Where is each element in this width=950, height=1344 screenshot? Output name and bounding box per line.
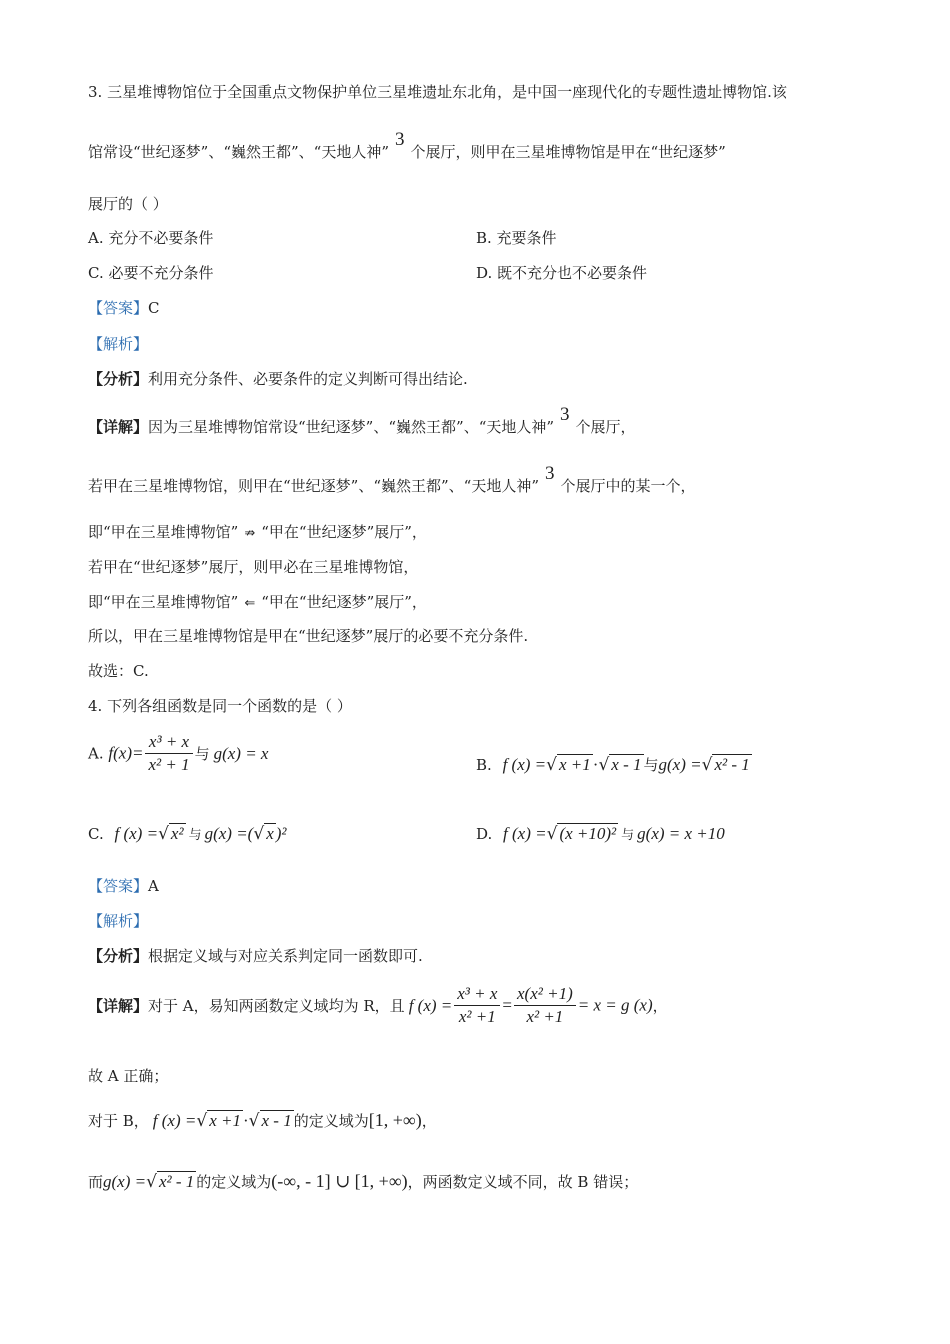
q4-stem: 4. 下列各组函数是同一个函数的是（ ） (88, 697, 352, 715)
q4-detail-4g: g(x) = (103, 1172, 147, 1191)
q4-a-lhs: f(x)= (108, 743, 144, 763)
sqrt-icon: √ (598, 755, 610, 775)
q3-stem-line2b: 个展厅，则甲在三星堆博物馆是甲在“世纪逐梦” (410, 143, 726, 161)
sqrt-icon: √ (158, 824, 169, 844)
q4-detail-3a: 对于 B， (88, 1112, 149, 1130)
q3-fenxi-text: 利用充分条件、必要条件的定义判断可得出结论. (148, 370, 468, 388)
q4-d-root1: (x +10)² (559, 824, 617, 843)
q4-b-f: f (x) = (502, 755, 547, 774)
q4-d-f: f (x) = (503, 824, 547, 843)
q3-answer-value: C (148, 299, 160, 317)
q4-c-root1: x² (170, 824, 184, 843)
sqrt-icon: √ (701, 755, 713, 775)
q3-detail-tag: 【详解】 (88, 418, 149, 436)
q4-detail-line3 (88, 1110, 437, 1131)
q4-detail-den1: x² +1 (458, 1007, 496, 1026)
q4-option-d (476, 824, 725, 846)
q4-detail-num1: x³ + x (454, 984, 500, 1006)
q4-detail-den2: x² +1 (526, 1007, 564, 1026)
q3-detail-3a: 即“甲在三星堆博物馆” (88, 523, 239, 541)
q4-d-g: g(x) = x +10 (637, 824, 725, 843)
q4-detail-4a: 而 (88, 1173, 104, 1191)
q4-detail-1f: f (x) = (408, 995, 453, 1015)
q4-c-g: g(x) =( (204, 824, 254, 843)
q4-fenxi-text: 根据定义域与对应关系判定同一函数即可. (148, 947, 423, 965)
q4-b-mid: 与 (643, 756, 659, 774)
q4-detail-fraction2 (514, 984, 576, 1027)
q3-detail-5a: 即“甲在三星堆博物馆” (88, 593, 239, 611)
q4-a-mid: 与 (194, 745, 210, 763)
q4-detail-4dom: (-∞, - 1] ∪ [1, +∞) (271, 1171, 408, 1191)
q4-c-end: )² (275, 824, 287, 843)
sqrt-icon: √ (546, 755, 557, 775)
q4-a-numerator: x³ + x (145, 732, 192, 754)
q4-a-fraction (145, 732, 192, 775)
q4-detail-3root1: x +1 (209, 1111, 241, 1130)
q4-a-rhs: g(x) = x (213, 743, 269, 763)
q3-detail-2a: 若甲在三星堆博物馆，则甲在“世纪逐梦”、“巍然王都”、“天地人神” (88, 477, 540, 495)
q3-fenxi (88, 369, 468, 389)
q4-a-label: A. (88, 744, 104, 763)
q4-b-dot: · (592, 755, 599, 774)
q3-detail-line6: 所以，甲在三星堆博物馆是甲在“世纪逐梦”展厅的必要不充分条件. (88, 627, 529, 645)
q4-option-a (88, 732, 268, 775)
q3-detail-line2 (88, 463, 696, 496)
q3-stem-line1: 3. 三星堆博物馆位于全国重点文物保护单位三星堆遗址东北角，是中国一座现代化的专题性遗址博物馆.该 (88, 83, 787, 101)
q4-c-mid: 与 (188, 828, 202, 843)
q3-detail-5b: “甲在“世纪逐梦”展厅”， (261, 593, 427, 611)
q3-stem-line3: 展厅的（ ） (88, 195, 168, 213)
q3-answer-tag: 【答案】 (88, 299, 149, 317)
q3-option-c: C. 必要不充分条件 (88, 264, 214, 282)
q3-detail-1b: 个展厅， (575, 418, 636, 436)
q4-jiexi-tag: 【解析】 (88, 912, 149, 930)
q4-detail-4b: 的定义域为 (196, 1173, 272, 1191)
q4-detail-line2: 故 A 正确； (88, 1067, 169, 1085)
q4-detail-3f: f (x) = (152, 1111, 197, 1130)
q4-fenxi (88, 946, 423, 966)
q3-fenxi-tag: 【分析】 (88, 370, 149, 388)
q3-answer (88, 298, 160, 318)
q3-detail-line7: 故选：C. (88, 662, 149, 680)
q4-detail-3dot: · (242, 1111, 249, 1130)
q3-detail-1num: 3 (560, 404, 570, 425)
q4-detail-3dom: [1, +∞) (368, 1110, 422, 1130)
sqrt-icon: √ (253, 824, 265, 844)
q4-b-root2: x - 1 (611, 755, 642, 774)
q3-detail-line1 (88, 404, 636, 437)
q4-detail-line4 (88, 1171, 638, 1192)
sqrt-icon: √ (196, 1111, 208, 1131)
q4-answer (88, 876, 159, 896)
q4-detail-3b: 的定义域为 (293, 1112, 369, 1130)
q4-b-root3: x² - 1 (714, 755, 750, 774)
implied-by-icon: ⇐ (244, 596, 256, 611)
q3-detail-line3 (88, 522, 427, 544)
q3-detail-2num: 3 (545, 463, 555, 484)
q3-stem-line2 (88, 129, 726, 162)
q4-option-b (476, 755, 752, 775)
q4-detail-tag: 【详解】 (88, 997, 149, 1015)
q3-option-a: A. 充分不必要条件 (88, 229, 214, 247)
q4-fenxi-tag: 【分析】 (88, 947, 149, 965)
q4-detail-3c: ， (421, 1112, 437, 1130)
q3-detail-line4: 若甲在“世纪逐梦”展厅，则甲必在三星堆博物馆， (88, 558, 419, 576)
q4-answer-value: A (148, 877, 159, 895)
q4-detail-fraction1 (454, 984, 500, 1027)
q4-a-denominator: x² + 1 (148, 755, 190, 774)
q4-detail-eq: = (502, 995, 513, 1015)
q4-b-root1: x +1 (558, 755, 591, 774)
sqrt-icon: √ (146, 1172, 157, 1192)
q4-option-c (88, 824, 287, 846)
q4-b-label: B. (476, 756, 492, 774)
sqrt-icon: √ (248, 1111, 260, 1131)
q4-d-mid: 与 (621, 828, 635, 843)
q3-detail-2b: 个展厅中的某一个， (560, 477, 696, 495)
q4-c-f: f (x) = (114, 824, 159, 843)
q3-detail-3b: “甲在“世纪逐梦”展厅”， (261, 523, 427, 541)
q4-detail-line1 (88, 984, 668, 1027)
q4-answer-tag: 【答案】 (88, 877, 149, 895)
sqrt-icon: √ (546, 824, 558, 844)
q4-detail-4c: ，两函数定义域不同，故 B 错误； (407, 1173, 639, 1191)
q4-detail-3root2: x - 1 (261, 1111, 292, 1130)
q3-detail-line5 (88, 592, 427, 614)
q4-b-g: g(x) = (658, 755, 702, 774)
q4-c-root2: x (266, 824, 274, 843)
not-implies-icon: ⇏ (244, 526, 256, 541)
q4-detail-1end: ， (652, 997, 668, 1015)
q4-detail-num2: x(x² +1) (514, 984, 576, 1006)
q3-option-b: B. 充要条件 (476, 229, 557, 247)
q3-option-d: D. 既不充分也不必要条件 (476, 264, 648, 282)
q4-detail-4root: x² - 1 (158, 1172, 195, 1191)
q3-stem-num: 3 (395, 129, 405, 150)
q4-detail-tail: = x = g (x) (577, 995, 653, 1015)
q3-detail-1a: 因为三星堆博物馆常设“世纪逐梦”、“巍然王都”、“天地人神” (148, 418, 555, 436)
q3-stem-line2a: 馆常设“世纪逐梦”、“巍然王都”、“天地人神” (88, 143, 390, 161)
q4-detail-1a: 对于 A，易知两函数定义域均为 R，且 (148, 997, 405, 1015)
q4-c-label: C. (88, 825, 104, 843)
q3-jiexi-tag: 【解析】 (88, 335, 149, 353)
q4-d-label: D. (476, 825, 493, 843)
